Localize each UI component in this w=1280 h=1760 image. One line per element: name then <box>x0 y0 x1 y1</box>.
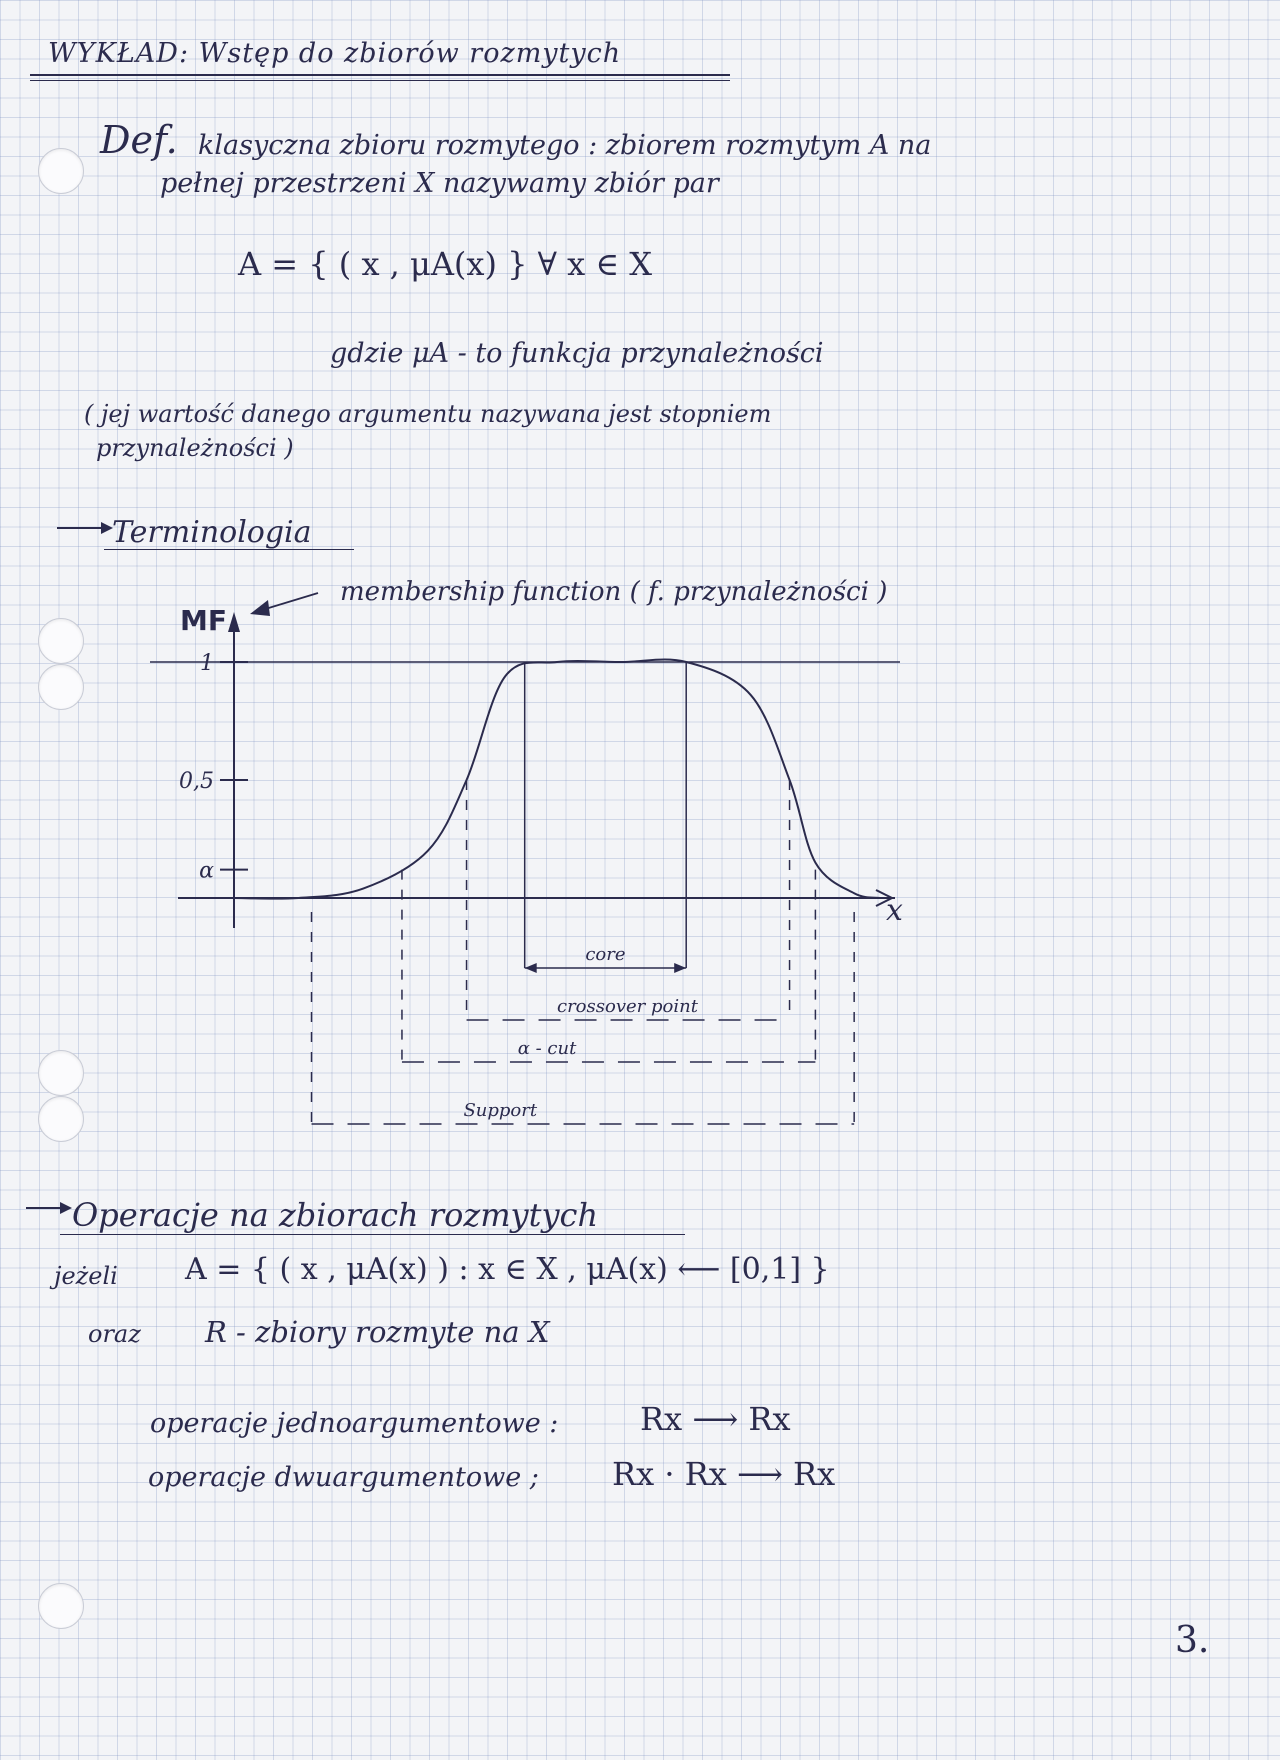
terminology-heading: Terminologia <box>112 515 312 550</box>
y-axis-label: MF <box>180 604 227 637</box>
core-arrow-icon <box>525 963 537 973</box>
x-axis-label: x <box>886 893 903 928</box>
membership-function-explanation: gdzie μA - to funkcja przynależności <box>330 338 824 369</box>
core-label: core <box>585 944 626 965</box>
page-number: 3. <box>1175 1620 1210 1661</box>
y-tick-label: 0,5 <box>179 769 214 794</box>
membership-curve <box>234 660 880 899</box>
binary-operations-formula: Rx · Rx ⟶ Rx <box>612 1455 836 1493</box>
and-label: oraz <box>88 1320 141 1348</box>
y-tick-label: 1 <box>200 651 214 676</box>
if-formula: A = { ( x , μA(x) ) : x ∈ X , μA(x) ⟵ [0,1] } <box>185 1252 830 1287</box>
binary-operations-label: operacje dwuargumentowe ; <box>148 1462 539 1493</box>
y-tick-label: α <box>199 858 214 884</box>
alpha-cut-label: α - cut <box>517 1038 577 1059</box>
punch-hole <box>38 1583 84 1629</box>
annotation-arrow-icon <box>250 600 270 616</box>
core-arrow-icon <box>674 963 686 973</box>
crossover-point-label: crossover point <box>557 996 698 1017</box>
unary-operations-formula: Rx ⟶ Rx <box>640 1400 791 1438</box>
membership-function-annotation: membership function ( f. przynależności ) <box>340 577 888 607</box>
definition-line-2: pełnej przestrzeni X nazywamy zbiór par <box>160 168 719 199</box>
if-label: jeżeli <box>54 1262 118 1290</box>
y-axis-arrow-icon <box>228 612 240 632</box>
definition-formula: A = { ( x , μA(x) } ∀ x ∈ X <box>238 245 652 283</box>
unary-operations-label: operacje jednoargumentowe : <box>150 1408 559 1439</box>
definition-label: Def. <box>100 118 178 162</box>
page-title: WYKŁAD: Wstęp do zbiorów rozmytych <box>48 38 622 69</box>
definition-line-1: klasyczna zbioru rozmytego : zbiorem rozmytym A na <box>198 130 932 161</box>
support-label: Support <box>463 1100 538 1121</box>
operations-heading: Operacje na zbiorach rozmytych <box>72 1196 599 1234</box>
arrow-right-icon <box>24 1198 74 1218</box>
annotation-arrow-line <box>262 593 318 610</box>
definition-note-line-1: ( jej wartość danego argumentu nazywana jest stopniem <box>84 400 772 428</box>
operations-underline <box>60 1234 685 1235</box>
definition-note-line-2: przynależności ) <box>96 434 294 462</box>
and-text: R - zbiory rozmyte na X <box>205 1315 550 1349</box>
